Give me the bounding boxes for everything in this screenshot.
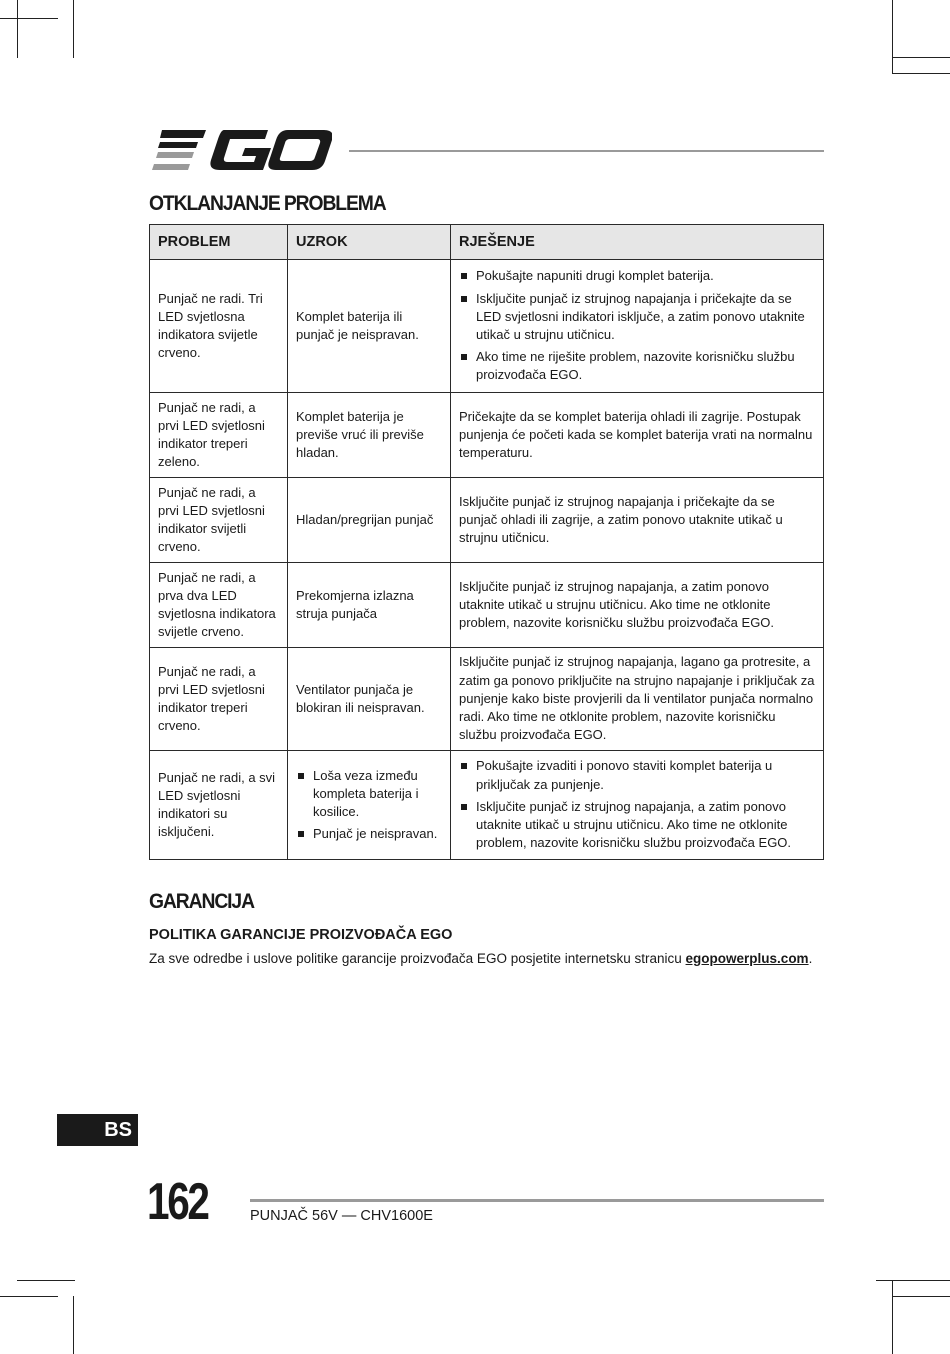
table-header-row xyxy=(150,225,824,260)
ego-logo xyxy=(150,130,332,170)
table-row xyxy=(150,648,824,751)
cause-cell xyxy=(288,393,451,478)
table-row xyxy=(150,393,824,478)
crop-mark xyxy=(892,0,893,74)
footer-rule xyxy=(250,1199,824,1202)
solution-item: Isključite punjač iz strujnog napajanja, a zatim ponovo utaknite utikač u strujnu utičnicu. Ako time ne otklonite problem, nazovite korisničku službu proizvođača EGO. xyxy=(459,798,815,853)
page-number: 162 xyxy=(147,1173,208,1231)
solution-cell xyxy=(451,393,824,478)
table-row xyxy=(150,751,824,860)
crop-mark xyxy=(17,1280,75,1281)
solution-cell xyxy=(451,478,824,563)
cause-item: Loša veza između kompleta baterija i kosilice. xyxy=(296,767,442,822)
warranty-subtitle: POLITIKA GARANCIJE PROIZVOĐAČA EGO xyxy=(149,927,453,943)
cause-text: Komplet baterija ili punjač je neispravan. xyxy=(296,308,419,342)
warranty-title: GARANCIJA xyxy=(149,890,254,913)
crop-mark xyxy=(892,1296,950,1297)
cause-cell xyxy=(288,260,451,393)
header-problem: PROBLEM xyxy=(150,225,288,260)
language-badge: BS xyxy=(57,1114,138,1146)
solution-item: Pokušajte napuniti drugi komplet baterija. xyxy=(459,267,815,285)
solution-text: Isključite punjač iz strujnog napajanja, a zatim ponovo utaknite utikač u strujnu utičnicu. Ako time ne otklonite problem, nazovite korisničku službu proizvođača EGO. xyxy=(459,578,775,631)
cause-cell xyxy=(288,478,451,563)
solution-text: Isključite punjač iz strujnog napajanja, lagano ga protresite, a zatim ga ponovo priključite na strujno napajanje i priključak za punjenje kako biste provjerili da li ventilator punjača normalno radi. Ako time ne otklonite problem, nazovite korisničku službu proizvođača EGO. xyxy=(459,654,815,743)
cause-text: Ventilator punjača je blokiran ili neispravan. xyxy=(296,681,425,715)
table-row xyxy=(150,478,824,563)
problem-cell xyxy=(150,393,288,478)
header-rule xyxy=(349,150,824,152)
solution-cell xyxy=(451,751,824,860)
warranty-text xyxy=(149,951,812,966)
solution-cell xyxy=(451,563,824,648)
warranty-text-body: Za sve odredbe i uslove politike garancije proizvođača EGO posjetite internetsku stranicu xyxy=(149,951,686,966)
header-solution: RJEŠENJE xyxy=(451,225,824,260)
problem-text: Punjač ne radi, a prvi LED svjetlosni indikator treperi zeleno. xyxy=(158,399,265,470)
cause-cell xyxy=(288,751,451,860)
header-cause: UZROK xyxy=(288,225,451,260)
crop-mark xyxy=(892,57,950,58)
problem-text: Punjač ne radi, a prvi LED svjetlosni indikator treperi crveno. xyxy=(158,663,265,734)
cause-text: Komplet baterija je previše vruć ili previše hladan. xyxy=(296,408,424,461)
warranty-text-end: . xyxy=(808,951,813,966)
solution-item: Isključite punjač iz strujnog napajanja i pričekajte da se LED svjetlosni indikatori isključe, a zatim ponovo utaknite utikač u strujnu utičnicu. xyxy=(459,290,815,345)
problem-cell xyxy=(150,648,288,751)
cause-text: Hladan/pregrijan punjač xyxy=(296,511,434,527)
problem-text: Punjač ne radi, a prvi LED svjetlosni indikator svijetli crveno. xyxy=(158,484,265,555)
solution-item: Pokušajte izvaditi i ponovo staviti komplet baterija u priključak za punjenje. xyxy=(459,757,815,793)
troubleshooting-title: OTKLANJANJE PROBLEMA xyxy=(149,192,386,215)
solution-item: Ako time ne riješite problem, nazovite korisničku službu proizvođača EGO. xyxy=(459,348,815,384)
crop-mark xyxy=(892,1280,893,1354)
crop-mark xyxy=(892,73,950,74)
solution-cell xyxy=(451,648,824,751)
problem-text: Punjač ne radi. Tri LED svjetlosna indikatora svijetle crveno. xyxy=(158,290,263,361)
cause-cell xyxy=(288,563,451,648)
solution-text: Pričekajte da se komplet baterija ohladi ili zagrije. Postupak punjenja će početi kada se komplet baterija vrati na normalnu temperaturu. xyxy=(459,408,813,461)
crop-mark xyxy=(73,1296,74,1354)
footer-product: PUNJAČ 56V — CHV1600E xyxy=(250,1208,433,1224)
problem-text: Punjač ne radi, a prva dva LED svjetlosna indikatora svijetle crveno. xyxy=(158,569,276,640)
troubleshooting-table xyxy=(149,224,824,860)
cause-cell xyxy=(288,648,451,751)
solution-cell xyxy=(451,260,824,393)
solution-list xyxy=(459,267,815,384)
problem-text: Punjač ne radi, a svi LED svjetlosni indikatori su isključeni. xyxy=(158,769,276,840)
solution-text: Isključite punjač iz strujnog napajanja i pričekajte da se punjač ohladi ili zagrije, a zatim ponovo utaknite utikač u strujnu utičnicu. xyxy=(459,493,783,546)
cause-text: Prekomjerna izlazna struja punjača xyxy=(296,587,414,621)
table-row xyxy=(150,563,824,648)
problem-cell xyxy=(150,751,288,860)
crop-mark xyxy=(73,0,74,58)
table-row xyxy=(150,260,824,393)
warranty-link[interactable]: egopowerplus.com xyxy=(685,951,809,966)
problem-cell xyxy=(150,260,288,393)
crop-mark xyxy=(0,18,58,19)
crop-mark xyxy=(17,0,18,58)
crop-mark xyxy=(876,1280,950,1281)
solution-list xyxy=(459,757,815,852)
cause-item: Punjač je neispravan. xyxy=(296,825,442,843)
problem-cell xyxy=(150,563,288,648)
crop-mark xyxy=(0,1296,58,1297)
cause-list xyxy=(296,767,442,844)
problem-cell xyxy=(150,478,288,563)
